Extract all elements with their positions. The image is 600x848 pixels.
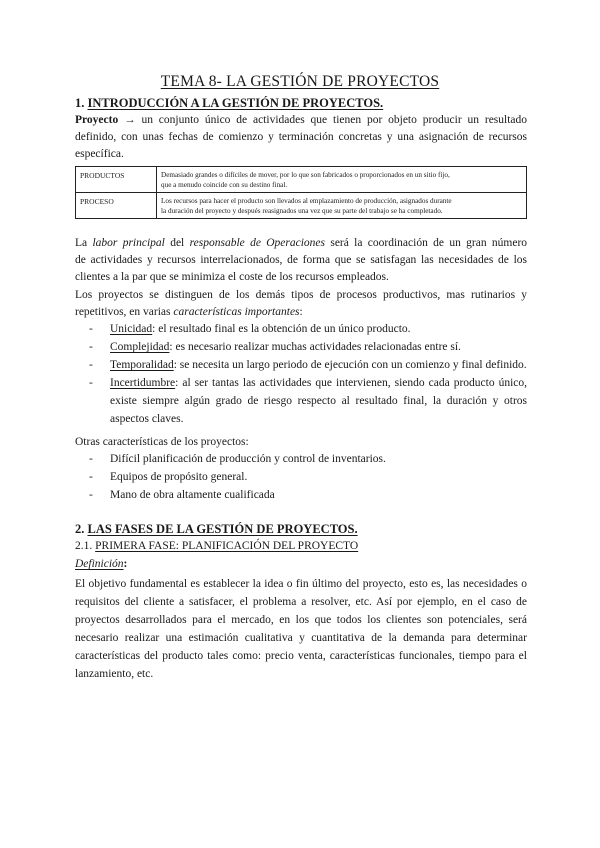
definition-line-2: definido, con unas fechas de comienzo y terminación concretas y una asignación de recursos bbox=[75, 131, 527, 143]
table-value: Los recursos para hacer el producto son llevados al emplazamiento de producción, asignados durante la duración del proyecto y después reasignados una vez que su parte del trabajo se ha completado. bbox=[157, 193, 527, 219]
list-item: - Unicidad: el resultado final es la obtención de un único producto. bbox=[89, 323, 411, 335]
section-1-heading: 1. INTRODUCCIÓN A LA GESTIÓN DE PROYECTOS. bbox=[75, 96, 384, 110]
list-item: - Equipos de propósito general. bbox=[89, 471, 248, 483]
paragraph-characteristics-line-1: Los proyectos se distinguen de los demás tipos de procesos productivos, mas rutinarios y bbox=[75, 289, 527, 301]
list-item: - Incertidumbre: al ser tantas las actividades que intervienen, siendo cada producto único, existe siempre algún grado de riesgo respecto al resultado final, la duración y otros aspectos claves. bbox=[89, 377, 527, 425]
table-key: PRODUCTOS bbox=[76, 167, 157, 193]
list-item: - Temporalidad: se necesita un largo periodo de ejecución con un comienzo y final definido. bbox=[89, 359, 527, 371]
list-item: - Difícil planificación de producción y control de inventarios. bbox=[89, 453, 386, 465]
table-row bbox=[76, 193, 527, 219]
planning-definition-paragraph: El objetivo fundamental es establecer la idea o fin último del proyecto, esto es, las necesidades o requisitos del cliente a satisfacer, el problema a resolver, etc. Así por ejemplo, en el caso de proyectos desarrollados para el mercado, en los que todos los clientes son potenciales, será necesario realizar una estimación cualitativa y cuantitativa de la demanda para determinar características del producto tales como: precio venta, características funcionales, tiempo para el lanzamiento, etc. bbox=[75, 578, 527, 680]
other-characteristics-intro: Otras características de los proyectos: bbox=[75, 436, 249, 448]
definition-line-3: específica. bbox=[75, 148, 124, 160]
paragraph-labor-line-3: clientes a la par que se minimiza el coste de los recursos empleados. bbox=[75, 271, 389, 283]
paragraph-characteristics-line-2: repetitivos, en varias características importantes: bbox=[75, 306, 303, 318]
section-2-heading: 2. LAS FASES DE LA GESTIÓN DE PROYECTOS. bbox=[75, 522, 358, 536]
products-process-table bbox=[75, 166, 527, 219]
table-key: PROCESO bbox=[76, 193, 157, 219]
list-item: - Mano de obra altamente cualificada bbox=[89, 489, 275, 501]
paragraph-labor-line-1: La labor principal del responsable de Operaciones será la coordinación de un gran número bbox=[75, 237, 528, 249]
definition-line-1: Proyecto → un conjunto único de actividades que tienen por objeto producir un resultado bbox=[75, 114, 528, 126]
characteristics-list bbox=[75, 320, 527, 428]
table-row bbox=[76, 167, 527, 193]
list-item: - Complejidad: es necesario realizar muchas actividades relacionadas entre sí. bbox=[89, 341, 461, 353]
document-title: TEMA 8- LA GESTIÓN DE PROYECTOS bbox=[160, 73, 440, 90]
table-value: Demasiado grandes o difíciles de mover, por lo que son fabricados o proporcionados en un sitio fijo, que a menudo coincide con su destino final. bbox=[157, 167, 527, 193]
definition-label: Definición: bbox=[75, 558, 128, 570]
other-characteristics-list bbox=[75, 450, 527, 504]
subsection-heading: 2.1. PRIMERA FASE: PLANIFICACIÓN DEL PROYECTO bbox=[75, 540, 359, 552]
paragraph-labor-line-2: de actividades y recursos interrelacionados, de forma que se satisfagan las necesidades de los bbox=[75, 254, 527, 266]
